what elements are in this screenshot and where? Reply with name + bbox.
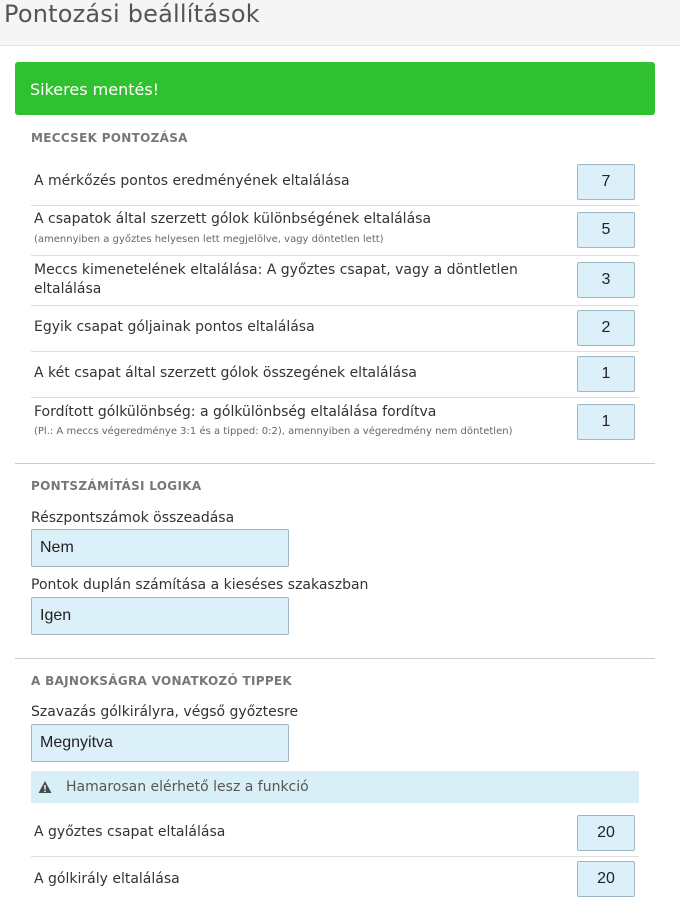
info-alert — [31, 771, 639, 803]
section-divider — [15, 658, 655, 659]
scoring-row-note: (amennyiben a győztes helyesen lett megjelölve, vagy döntetlen lett) — [34, 234, 384, 245]
page-header — [0, 0, 680, 46]
points-input-outcome[interactable]: 3 — [577, 262, 635, 298]
scoring-row-label: Egyik csapat góljainak pontos eltalálása — [34, 319, 315, 335]
success-alert-message: Sikeres mentés! — [30, 80, 160, 99]
row-divider — [31, 305, 639, 306]
points-input-one-team-goals[interactable]: 2 — [577, 310, 635, 346]
section-title-logic: PONTSZÁMÍTÁSI LOGIKA — [31, 479, 202, 493]
page-title: Pontozási beállítások — [4, 0, 260, 28]
vote-status-select[interactable]: Megnyitva — [31, 724, 289, 762]
scoring-row-label: A két csapat által szerzett gólok összegének eltalálása — [34, 365, 417, 381]
points-input-exact-result[interactable]: 7 — [577, 164, 635, 200]
double-points-select[interactable]: Igen — [31, 597, 289, 635]
scorer-label: A gólkirály eltalálása — [34, 871, 180, 887]
points-input-goal-difference[interactable]: 5 — [577, 212, 635, 248]
points-input-top-scorer[interactable]: 20 — [577, 861, 635, 897]
scoring-row-label: A csapatok által szerzett gólok különbségének eltalálása — [34, 211, 432, 227]
row-divider — [31, 255, 639, 256]
partial-points-select[interactable]: Nem — [31, 529, 289, 567]
vote-label: Szavazás gólkirályra, végső győztesre — [31, 704, 299, 720]
section-title-match-scoring: MECCSEK PONTOZÁSA — [31, 131, 188, 145]
scoring-row-note: (Pl.: A meccs végeredménye 3:1 és a tipped: 0:2), amennyiben a végeredmény nem döntetlen) — [34, 426, 513, 437]
section-title-championship: A BAJNOKSÁGRA VONATKOZÓ TIPPEK — [31, 674, 293, 688]
info-alert-text: Hamarosan elérhető lesz a funkció — [66, 779, 309, 795]
points-input-reverse-difference[interactable]: 1 — [577, 404, 635, 440]
row-divider — [31, 205, 639, 206]
points-input-winner[interactable]: 20 — [577, 815, 635, 851]
row-divider — [31, 856, 639, 857]
row-divider — [31, 397, 639, 398]
double-points-label: Pontok duplán számítása a kieséses szakaszban — [31, 577, 369, 593]
partial-points-label: Részpontszámok összeadása — [31, 510, 235, 526]
winner-label: A győztes csapat eltalálása — [34, 824, 226, 840]
scoring-row-label: Meccs kimenetelének eltalálása: A győztes csapat, vagy a döntletlen eltalálása — [34, 262, 518, 297]
scoring-row-label: Fordított gólkülönbség: a gólkülönbség eltalálása fordítva — [34, 404, 437, 420]
points-input-goal-sum[interactable]: 1 — [577, 356, 635, 392]
row-divider — [31, 351, 639, 352]
scoring-row-label: A mérkőzés pontos eredményének eltalálása — [34, 173, 350, 189]
success-alert — [15, 62, 655, 115]
warning-icon — [38, 780, 52, 794]
section-divider — [15, 463, 655, 464]
